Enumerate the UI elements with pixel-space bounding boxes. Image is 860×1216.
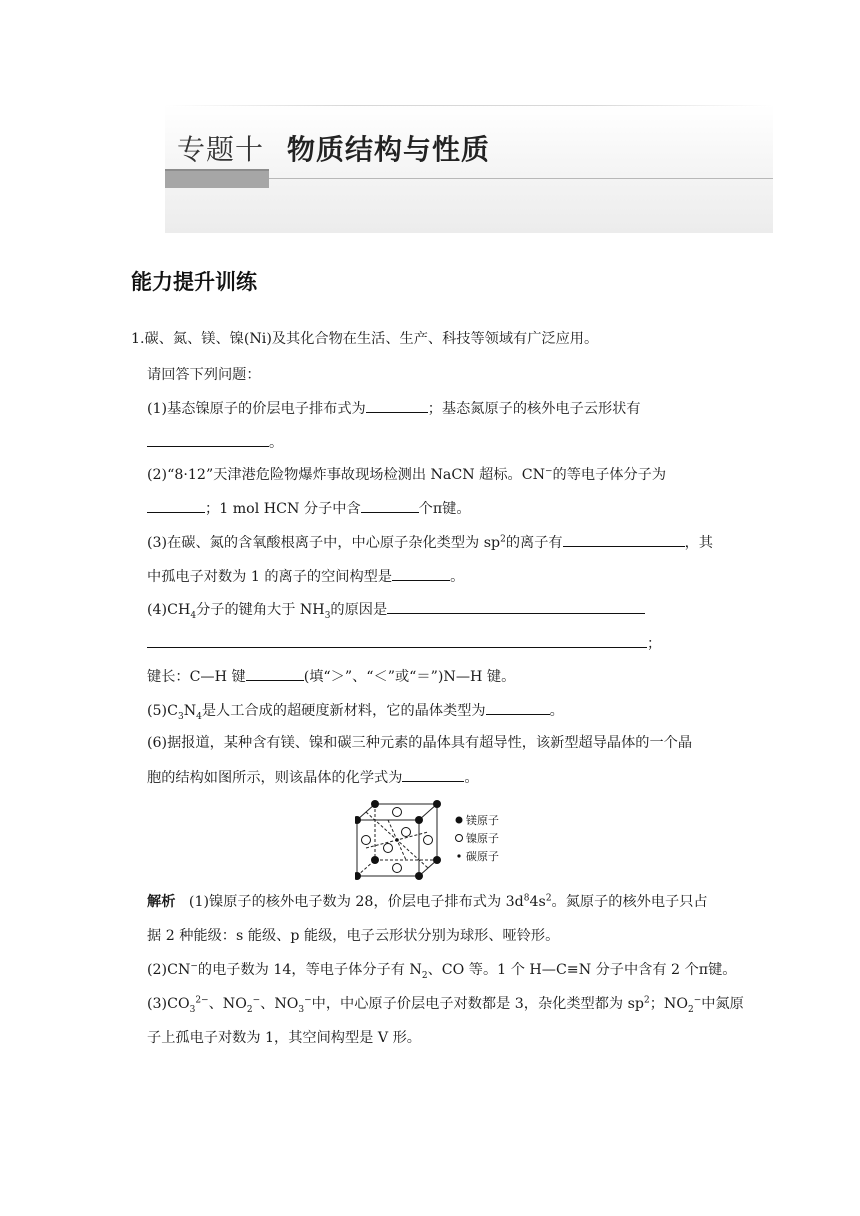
- superscript: 2: [644, 995, 650, 1006]
- text: (3)CO: [147, 996, 190, 1012]
- banner-bar: [165, 169, 269, 188]
- answer-line-1: [147, 892, 708, 912]
- answer-line-5: 子上孤电子对数为 1，其空间构型是 V 形。: [147, 1030, 421, 1046]
- answer-blank[interactable]: [387, 599, 645, 614]
- answer-line-3: [147, 960, 737, 980]
- superscript: 8: [523, 893, 530, 904]
- part-3-line-2: [147, 566, 464, 587]
- answer-label: 解析: [147, 894, 176, 910]
- question-stem: 1.碳、氮、镁、镍(Ni)及其化合物在生活、生产、科技等领域有广泛应用。: [131, 331, 599, 347]
- text: (2)CN: [147, 962, 191, 978]
- answer-blank[interactable]: [147, 633, 647, 648]
- part-4-line-1: [147, 599, 645, 620]
- text: 、NO: [208, 996, 247, 1012]
- legend-nickel-marker: [456, 835, 463, 842]
- text: 。氮原子的核外电子只占: [551, 894, 708, 910]
- text: 。: [464, 770, 479, 786]
- legend-carbon: 碳原子: [466, 850, 499, 863]
- superscript: 2−: [195, 995, 209, 1006]
- subscript: 3: [324, 610, 331, 621]
- answer-line-4: [147, 994, 744, 1014]
- text: (5)C: [147, 703, 178, 719]
- part-6-line-2: [147, 767, 479, 788]
- answer-blank[interactable]: [147, 432, 269, 447]
- answer-blank[interactable]: [246, 666, 304, 681]
- chapter-title: 物质结构与性质: [287, 133, 491, 166]
- text: (2)“8·12”天津港危险物爆炸事故现场检测出 NaCN 超标。CN: [147, 467, 545, 483]
- superscript: −: [304, 995, 312, 1006]
- subscript: 3: [189, 1004, 196, 1015]
- text: 胞的结构如图所示，则该晶体的化学式为: [147, 770, 403, 786]
- text: 、NO: [260, 996, 299, 1012]
- text: 键长：C—H 键: [147, 669, 246, 685]
- part-6-line-1: (6)据报道，某种含有镁、镍和碳三种元素的晶体具有超导性，该新型超导晶体的一个晶: [147, 735, 693, 751]
- answer-line-2: 据 2 种能级：s 能级、p 能级，电子云形状分别为球形、哑铃形。: [147, 928, 560, 944]
- subscript: 2: [421, 970, 428, 981]
- answer-blank[interactable]: [563, 532, 685, 547]
- text: 个π键。: [418, 501, 471, 517]
- text: 。: [549, 703, 564, 719]
- subscript: 3: [177, 711, 184, 722]
- text: 是人工合成的超硬度新材料，它的晶体类型为: [201, 703, 486, 719]
- answer-blank[interactable]: [486, 700, 550, 715]
- part-3-line-1: [147, 532, 713, 553]
- legend-magnesium: 镁原子: [466, 814, 499, 827]
- banner-top-line: [165, 105, 773, 106]
- text: ；基态氮原子的核外电子云形状有: [427, 401, 641, 417]
- subscript: 2: [246, 1004, 253, 1015]
- legend-nickel: 镍原子: [466, 832, 499, 845]
- text: (3)在碳、氮的含氧酸根离子中，中心原子杂化类型为 sp: [147, 535, 501, 551]
- text: 分子的键角大于 NH: [196, 602, 325, 618]
- part-4-line-2: [147, 633, 661, 654]
- text: 。: [269, 435, 284, 451]
- text: 。: [450, 569, 465, 585]
- text: N: [183, 703, 197, 719]
- text: (填“＞”、“＜”或“＝”)N—H 键。: [303, 669, 516, 685]
- text: 的电子数为 14，等电子体分子有 N: [197, 962, 422, 978]
- text: 4s: [529, 894, 546, 910]
- answer-blank[interactable]: [361, 498, 419, 513]
- text: 的原因是: [330, 602, 388, 618]
- answer-blank[interactable]: [402, 767, 464, 782]
- text: (4)CH: [147, 602, 191, 618]
- answer-blank[interactable]: [366, 398, 428, 413]
- subscript: 4: [190, 610, 197, 621]
- part-1-line-1: [147, 398, 641, 419]
- section-heading: 能力提升训练: [131, 270, 257, 294]
- subscript: 4: [196, 711, 202, 722]
- superscript: −: [190, 961, 198, 972]
- text: 、CO 等。1 个 H—C≡N 分子中含有 2 个π键。: [427, 962, 737, 978]
- text: ；NO: [649, 996, 688, 1012]
- part-5: [147, 700, 564, 721]
- legend-magnesium-marker: [456, 817, 463, 824]
- crystal-cell-figure: [355, 800, 515, 880]
- superscript: −: [252, 995, 261, 1006]
- text: (1)镍原子的核外电子数为 28，价层电子排布式为 3d: [188, 894, 524, 910]
- text: 中氮原: [701, 996, 744, 1012]
- part-2-line-1: [147, 465, 666, 485]
- text: 中孤电子对数为 1 的离子的空间构型是: [147, 569, 393, 585]
- text: 的等电子体分子为: [552, 467, 667, 483]
- superscript: −: [545, 466, 553, 477]
- text: ；1 mol HCN 分子中含: [205, 501, 361, 517]
- answer-blank[interactable]: [147, 498, 205, 513]
- carbon-atom: [395, 838, 399, 842]
- banner-rule: [269, 178, 773, 179]
- text: 中，中心原子价层电子对数都是 3，杂化类型都为 sp: [311, 996, 644, 1012]
- text: (1)基态镍原子的价层电子排布式为: [147, 401, 366, 417]
- text: ，其: [684, 535, 713, 551]
- superscript: 2: [500, 534, 506, 545]
- subscript: 2: [687, 1004, 694, 1015]
- superscript: 2: [545, 893, 552, 904]
- part-2-line-2: [147, 498, 471, 519]
- superscript: −: [693, 995, 702, 1006]
- legend-carbon-marker: [457, 854, 460, 857]
- chapter-number: 专题十: [177, 133, 265, 166]
- text: 的离子有: [505, 535, 563, 551]
- part-4-line-3: [147, 666, 515, 687]
- part-1-line-2: [147, 432, 283, 453]
- text: ；: [647, 636, 662, 652]
- subscript: 3: [298, 1004, 305, 1015]
- answer-blank[interactable]: [392, 566, 450, 581]
- question-prompt: 请回答下列问题：: [147, 367, 261, 383]
